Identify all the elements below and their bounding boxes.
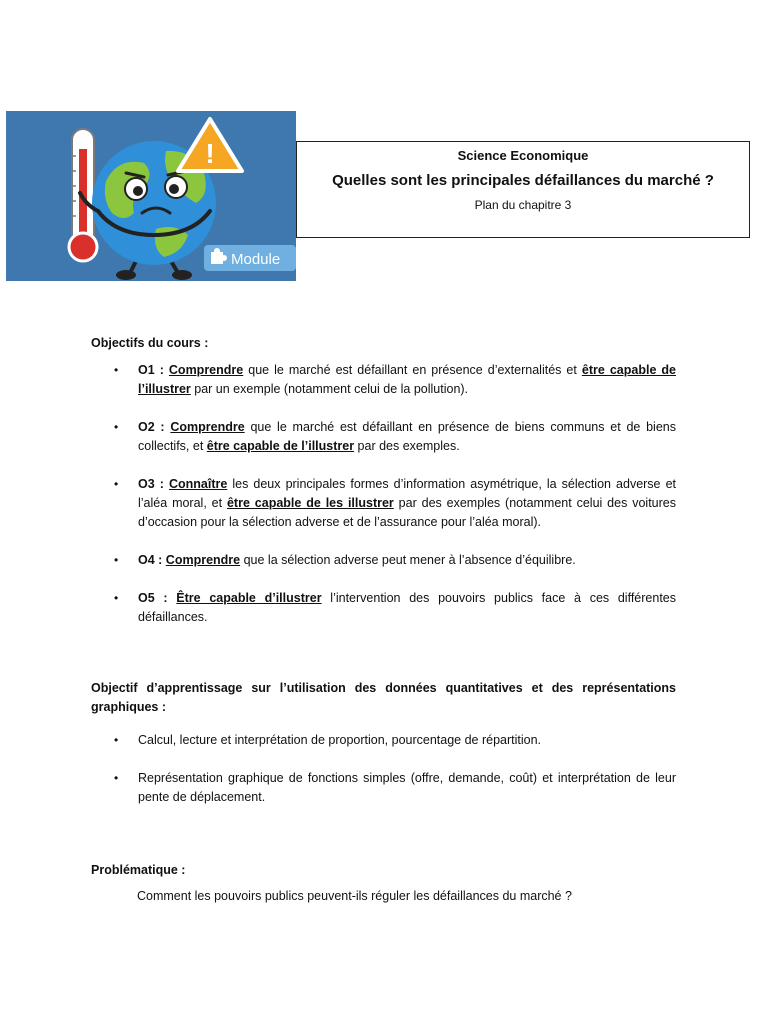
objective-item: • O2 : Comprendre que le marché est défaillant en présence de biens communs et de biens collectifs, et être capable de l’illustrer par des exemples.	[114, 420, 676, 453]
bullet-icon: •	[114, 420, 119, 434]
subject-label: Science Economique	[457, 148, 589, 163]
learning-objective-list	[91, 731, 676, 807]
objective-item: • O1 : Comprendre que le marché est défaillant en présence d’externalités et être capable de l’illustrer par un exemple (notamment celui de la pollution).	[114, 363, 677, 396]
bullet-icon: •	[114, 591, 119, 605]
learning-objective-heading: Objectif d’apprentissage sur l’utilisation des données quantitatives et des représentations graphiques :	[91, 681, 676, 714]
bullet-icon: •	[114, 363, 119, 377]
svg-text:!: !	[205, 138, 215, 169]
learning-item: • Calcul, lecture et interprétation de proportion, pourcentage de répartition.	[91, 731, 676, 750]
module-banner-image	[6, 111, 296, 281]
document-body	[91, 334, 676, 906]
objectives-list	[91, 361, 676, 627]
warning-icon	[178, 119, 242, 171]
bullet-icon: •	[114, 733, 119, 747]
learning-item: • Représentation graphique de fonctions simples (offre, demande, coût) et interprétation de leur pente de déplacement.	[114, 771, 676, 804]
objectives-heading: Objectifs du cours :	[91, 336, 209, 350]
chapter-header-box	[296, 141, 750, 238]
objective-item: • O3 : Connaître les deux principales formes d’information asymétrique, la sélection adverse et l’aléa moral, et être capable de les illustrer par des exemples (notamment celui des voitures d’occasion pour la sélection adverse et de l’assurance pour l’aléa moral).	[114, 477, 676, 529]
bullet-icon: •	[114, 553, 119, 567]
bullet-icon: •	[114, 771, 119, 785]
objective-item: • O4 : Comprendre que la sélection adverse peut mener à l’absence d’équilibre.	[91, 551, 676, 570]
objective-item: • O5 : Être capable d’illustrer l’intervention des pouvoirs publics face à ces différentes défaillances.	[114, 591, 677, 624]
module-badge	[204, 245, 296, 271]
chapter-plan-label: Plan du chapitre 3	[474, 198, 572, 212]
problem-question: Comment les pouvoirs publics peuvent-ils réguler les défaillances du marché ?	[137, 889, 572, 903]
module-badge-label: Module	[231, 251, 281, 268]
bullet-icon: •	[114, 477, 119, 491]
problem-heading: Problématique :	[91, 863, 186, 877]
chapter-title: Quelles sont les principales défaillances du marché ?	[332, 172, 714, 189]
